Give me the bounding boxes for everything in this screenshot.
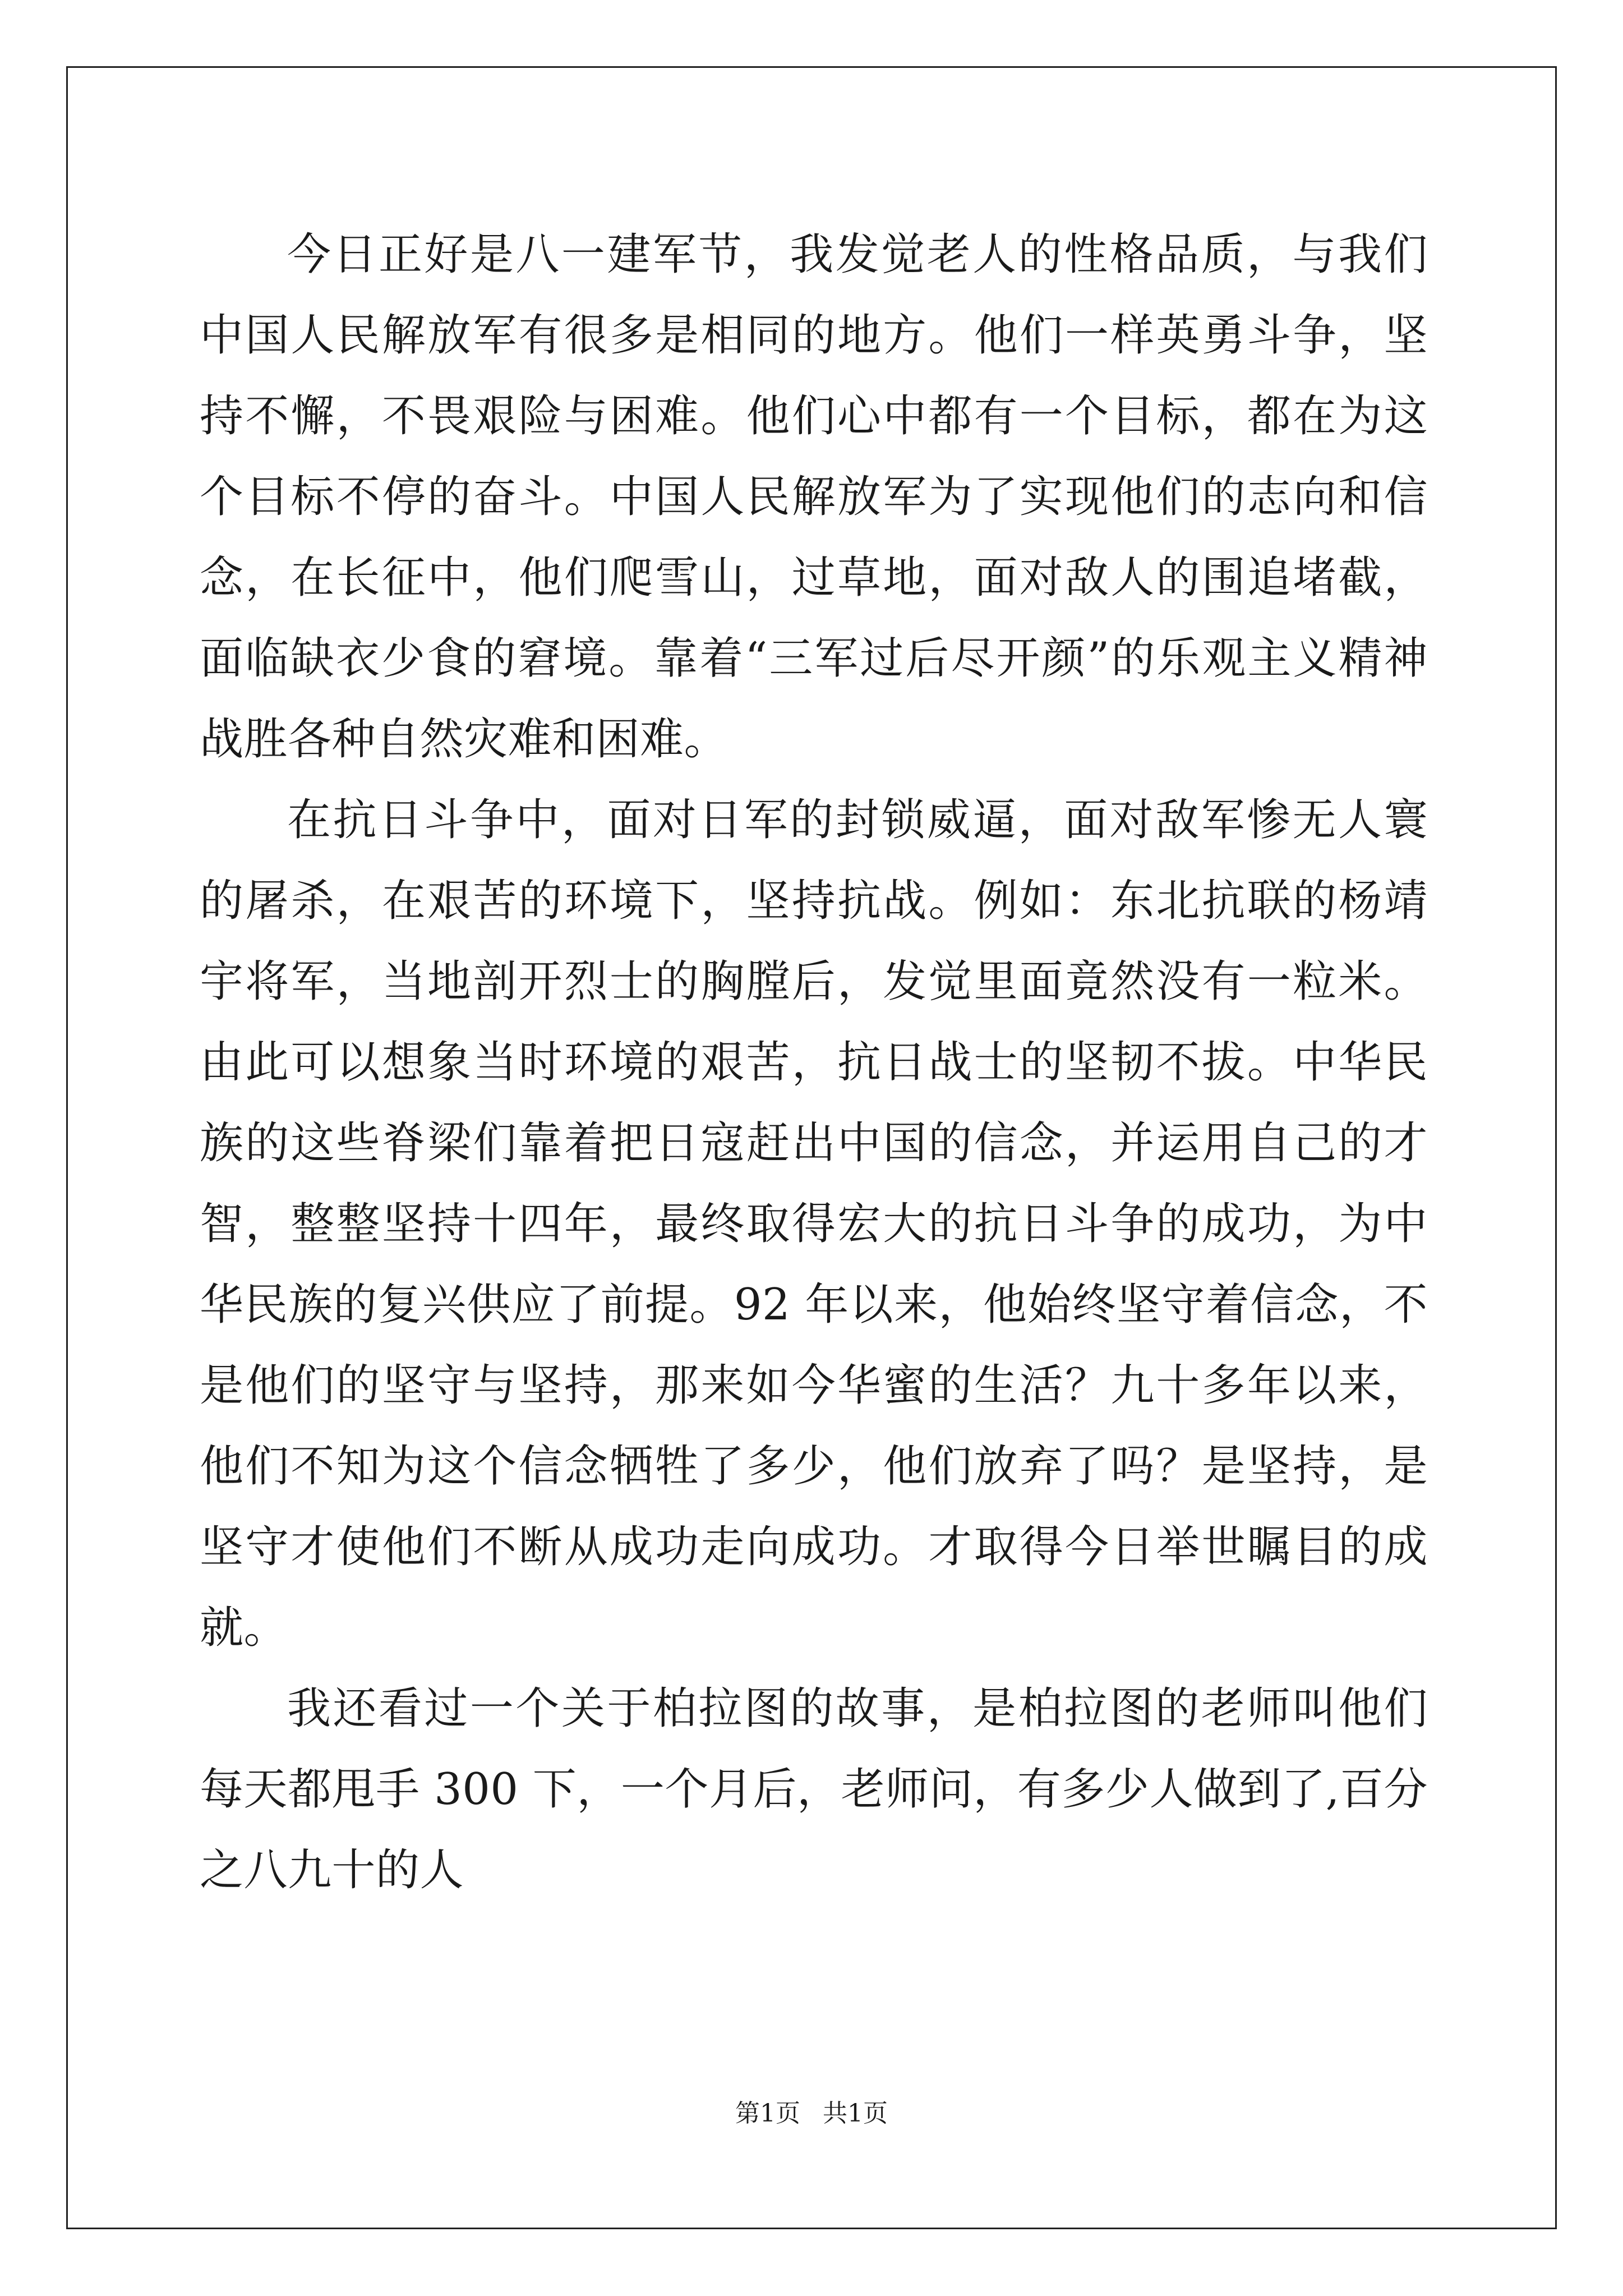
paragraph-3: 我还看过一个关于柏拉图的故事，是柏拉图的老师叫他们每天都甩手 300 下，一个月后，老师问，有多少人做到了,百分之八九十的人 <box>200 1683 1428 1895</box>
page-footer <box>0 2097 1623 2131</box>
paragraph-2: 在抗日斗争中，面对日军的封锁威逼，面对敌军惨无人寰的屠杀，在艰苦的环境下，坚持抗战。例如：东北抗联的杨靖宇将军，当地剖开烈士的胸膛后，发觉里面竟然没有一粒米。由此可以想象当时环境的艰苦，抗日战士的坚韧不拔。中华民族的这些脊梁们靠着把日寇赶出中国的信念，并运用自己的才智，整整坚持十四年，最终取得宏大的抗日斗争的成功，为中华民族的复兴供应了前提。92 年以来，他始终坚守着信念，不是他们的坚守与坚持，那来如今华蜜的生活？九十多年以来，他们不知为这个信念牺牲了多少，他们放弃了吗？是坚持，是坚守才使他们不断从成功走向成功。才取得今日举世瞩目的成就。 <box>200 795 1428 1653</box>
page-number-total: 共1页 <box>823 2099 888 2128</box>
document-body <box>200 214 1428 1911</box>
page-number-current: 第1页 <box>735 2099 800 2128</box>
paragraph-1: 今日正好是八一建军节，我发觉老人的性格品质，与我们中国人民解放军有很多是相同的地方。他们一样英勇斗争，坚持不懈，不畏艰险与困难。他们心中都有一个目标，都在为这个目标不停的奋斗。中国人民解放军为了实现他们的志向和信念，在长征中，他们爬雪山，过草地，面对敌人的围追堵截，面临缺衣少食的窘境。靠着“三军过后尽开颜”的乐观主义精神战胜各种自然灾难和困难。 <box>200 229 1428 765</box>
